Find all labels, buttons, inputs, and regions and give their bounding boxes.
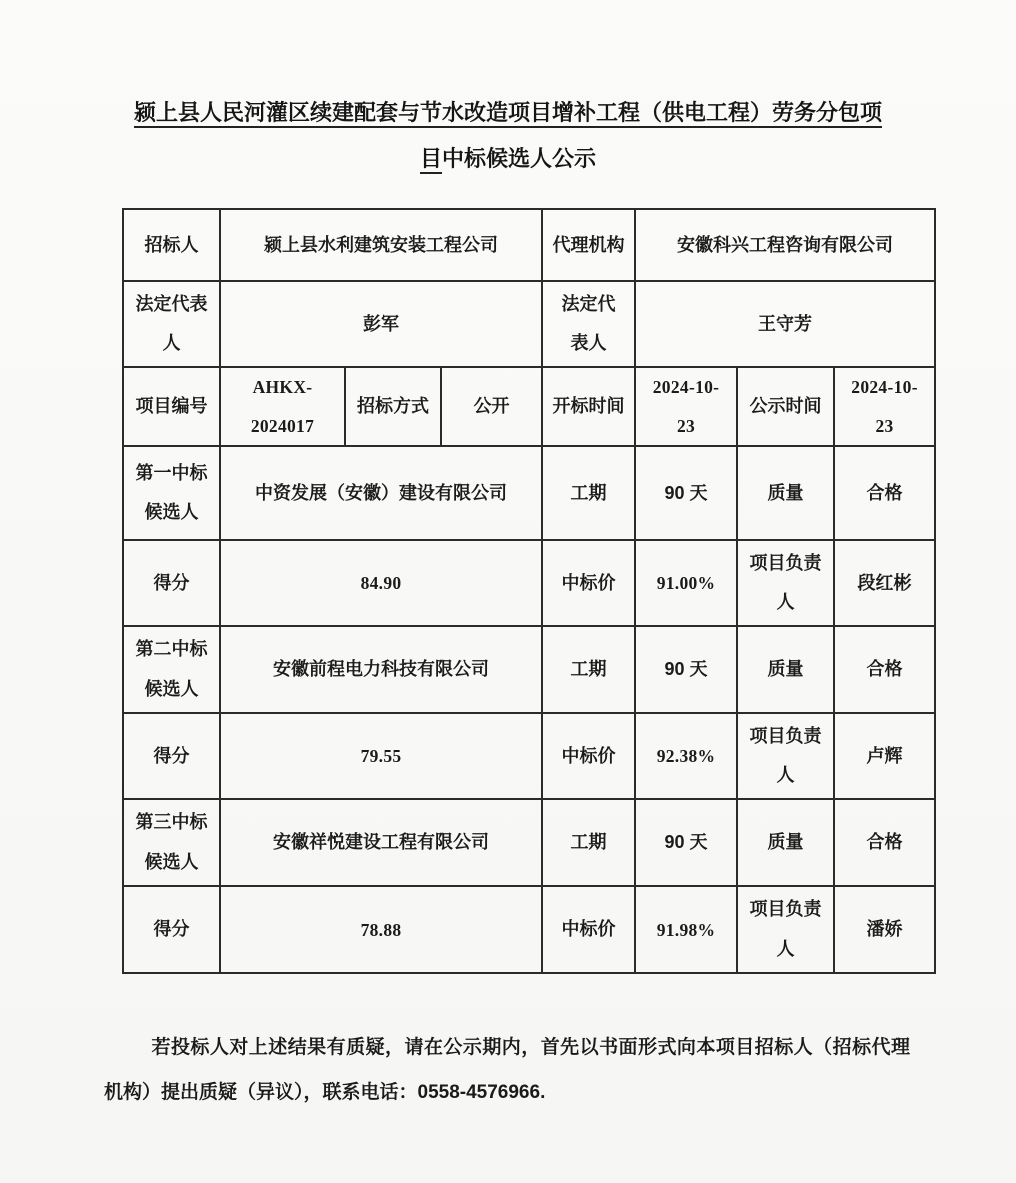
- candidate-2-company-cell: 安徽前程电力科技有限公司: [220, 626, 542, 713]
- candidate-1-quality-label-cell: 质量: [737, 446, 834, 540]
- candidate-1-manager-value-cell: 段红彬: [834, 540, 935, 626]
- candidate-2-manager-label-cell: 项目负责人: [737, 713, 834, 799]
- table-row-candidate-2-score: [123, 713, 935, 799]
- candidate-3-score-label-cell: 得分: [123, 886, 220, 973]
- candidate-1-duration-label-cell: 工期: [542, 446, 635, 540]
- candidate-3-quality-label-cell: 质量: [737, 799, 834, 886]
- legal-rep-label-cell: 法定代表人: [123, 281, 220, 367]
- open-time-value-cell: 2024-10-23: [635, 367, 737, 446]
- candidate-3-rank-cell: 第三中标候选人: [123, 799, 220, 886]
- candidate-2-price-value-cell: 92.38%: [635, 713, 737, 799]
- candidate-2-quality-value-cell: 合格: [834, 626, 935, 713]
- candidate-3-duration-value-cell: 90 天: [635, 799, 737, 886]
- table-row-candidate-1: [123, 446, 935, 540]
- table-row-bidder: [123, 209, 935, 281]
- candidate-1-score-value-cell: 84.90: [220, 540, 542, 626]
- candidate-2-score-value-cell: 79.55: [220, 713, 542, 799]
- table-row-legal-rep: [123, 281, 935, 367]
- bid-method-label-cell: 招标方式: [345, 367, 441, 446]
- candidate-1-manager-label-cell: 项目负责人: [737, 540, 834, 626]
- candidate-3-company-cell: 安徽祥悦建设工程有限公司: [220, 799, 542, 886]
- candidate-3-quality-value-cell: 合格: [834, 799, 935, 886]
- candidate-1-score-label-cell: 得分: [123, 540, 220, 626]
- table-row-candidate-3: [123, 799, 935, 886]
- candidate-2-duration-value-cell: 90 天: [635, 626, 737, 713]
- project-number-value-cell: AHKX-2024017: [220, 367, 345, 446]
- announcement-table: [122, 208, 936, 974]
- candidate-1-quality-value-cell: 合格: [834, 446, 935, 540]
- page-title: [0, 0, 1016, 182]
- candidate-3-price-value-cell: 91.98%: [635, 886, 737, 973]
- bid-method-value-cell: 公开: [441, 367, 542, 446]
- bidder-value-cell: 颍上县水利建筑安装工程公司: [220, 209, 542, 281]
- candidate-3-manager-label-cell: 项目负责人: [737, 886, 834, 973]
- agency-value-cell: 安徽科兴工程咨询有限公司: [635, 209, 935, 281]
- project-number-label-cell: 项目编号: [123, 367, 220, 446]
- candidate-2-rank-cell: 第二中标候选人: [123, 626, 220, 713]
- open-time-label-cell: 开标时间: [542, 367, 635, 446]
- page-title-line-2-rest: 中标候选人公示: [442, 146, 597, 172]
- candidate-3-price-label-cell: 中标价: [542, 886, 635, 973]
- bidder-label-cell: 招标人: [123, 209, 220, 281]
- candidate-1-company-cell: 中资发展（安徽）建设有限公司: [220, 446, 542, 540]
- candidate-1-price-value-cell: 91.00%: [635, 540, 737, 626]
- table-row-project-info: [123, 367, 935, 446]
- page-title-line-1: [0, 90, 1016, 136]
- table-row-candidate-3-score: [123, 886, 935, 973]
- candidate-3-duration-label-cell: 工期: [542, 799, 635, 886]
- candidate-2-quality-label-cell: 质量: [737, 626, 834, 713]
- table-row-candidate-2: [123, 626, 935, 713]
- legal-rep-agency-label-cell: 法定代表人: [542, 281, 635, 367]
- candidate-2-score-label-cell: 得分: [123, 713, 220, 799]
- legal-rep-value-cell: 彭军: [220, 281, 542, 367]
- candidate-1-duration-value-cell: 90 天: [635, 446, 737, 540]
- page-title-line-2: [0, 136, 1016, 182]
- legal-rep-agency-value-cell: 王守芳: [635, 281, 935, 367]
- candidate-2-duration-label-cell: 工期: [542, 626, 635, 713]
- publicity-time-value-cell: 2024-10-23: [834, 367, 935, 446]
- candidate-1-rank-cell: 第一中标候选人: [123, 446, 220, 540]
- candidate-3-score-value-cell: 78.88: [220, 886, 542, 973]
- publicity-time-label-cell: 公示时间: [737, 367, 834, 446]
- candidate-1-price-label-cell: 中标价: [542, 540, 635, 626]
- page-title-line-1-text: 颍上县人民河灌区续建配套与节水改造项目增补工程（供电工程）劳务分包项: [133, 100, 882, 125]
- agency-label-cell: 代理机构: [542, 209, 635, 281]
- candidate-3-manager-value-cell: 潘娇: [834, 886, 935, 973]
- table-row-candidate-1-score: [123, 540, 935, 626]
- page-title-line-2-underlined: 目: [419, 146, 442, 172]
- objection-notice-paragraph: 若投标人对上述结果有质疑，请在公示期内，首先以书面形式向本项目招标人（招标代理机构）提出质疑（异议），联系电话：0558-4576966.: [104, 1037, 910, 1104]
- candidate-2-manager-value-cell: 卢辉: [834, 713, 935, 799]
- candidate-2-price-label-cell: 中标价: [542, 713, 635, 799]
